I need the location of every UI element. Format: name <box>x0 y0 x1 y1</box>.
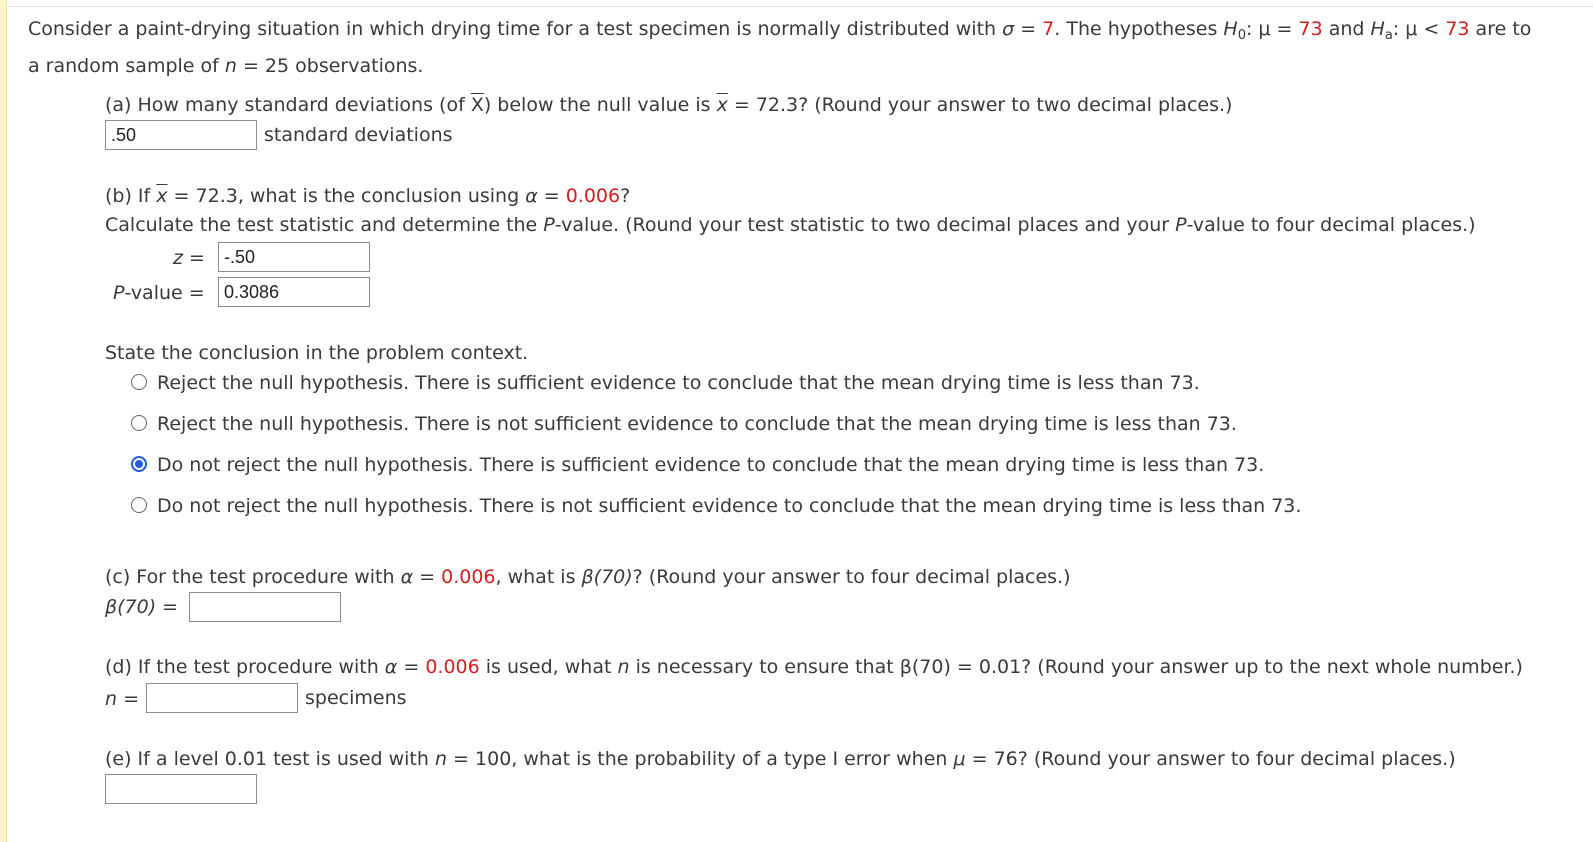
conclusion-option-4[interactable]: Do not reject the null hypothesis. There is not sufficient evidence to conclude that the mean drying time is less than 73. <box>131 494 1301 518</box>
radio-button[interactable] <box>131 374 147 390</box>
conclusion-option-2[interactable]: Reject the null hypothesis. There is not sufficient evidence to conclude that the mean drying time is less than 73. <box>131 412 1237 436</box>
part-a-question: (a) How many standard deviations (of $\overline{X}$) below the null value is $\overline{x} = 72.3$? (Round your answer to two decimal places.) <box>105 94 1233 116</box>
radio-button[interactable] <box>131 415 147 431</box>
part-c-question: (c) For the test procedure with α = 0.006, what is β(70)? (Round your answer to four decimal places.) <box>105 566 1071 588</box>
n-label: n = <box>105 688 140 710</box>
z-label: z = <box>173 247 205 269</box>
part-a-answer-input[interactable]: .50 <box>105 120 257 150</box>
conclusion-prompt: State the conclusion in the problem context. <box>105 342 529 364</box>
part-a-unit-label: standard deviations <box>264 124 453 146</box>
part-d-question: (d) If the test procedure with α = 0.006 is used, what n is necessary to ensure that β(70) = 0.01? (Round your answer up to the next whole number.) <box>105 656 1523 678</box>
conclusion-option-3[interactable]: Do not reject the null hypothesis. There is sufficient evidence to conclude that the mean drying time is less than 73. <box>131 453 1264 477</box>
conclusion-option-1[interactable]: Reject the null hypothesis. There is sufficient evidence to conclude that the mean drying time is less than 73. <box>131 371 1200 395</box>
sample-size-input[interactable] <box>146 683 298 713</box>
z-statistic-input[interactable]: -.50 <box>218 242 370 272</box>
radio-button-selected[interactable] <box>131 456 147 472</box>
intro-line-2: a random sample of n = 25 observations. <box>28 55 424 77</box>
top-divider <box>6 0 1593 7</box>
type-1-error-input[interactable] <box>105 774 257 804</box>
intro-line-1: Consider a paint-drying situation in which drying time for a test specimen is normally distributed with σ = 7. The hypotheses $H_0$: μ = 73 and $H_a$: μ < 73 are to <box>28 18 1532 43</box>
left-accent-bar <box>0 0 7 842</box>
p-value-input[interactable]: 0.3086 <box>218 277 370 307</box>
p-value-label: P-value = <box>113 282 205 304</box>
part-d-unit-label: specimens <box>305 687 407 709</box>
part-b-instructions: Calculate the test statistic and determine the P-value. (Round your test statistic to two decimal places and your P-value to four decimal places.) <box>105 214 1476 236</box>
part-b-question: (b) If $\overline{x} = 72.3$, what is the conclusion using α = 0.006? <box>105 185 631 207</box>
part-e-question: (e) If a level 0.01 test is used with n = 100, what is the probability of a type I error when μ = 76? (Round your answer to four decimal places.) <box>105 748 1456 770</box>
radio-button[interactable] <box>131 497 147 513</box>
beta-70-input[interactable] <box>189 592 341 622</box>
beta-70-label: β(70) = <box>105 596 179 618</box>
